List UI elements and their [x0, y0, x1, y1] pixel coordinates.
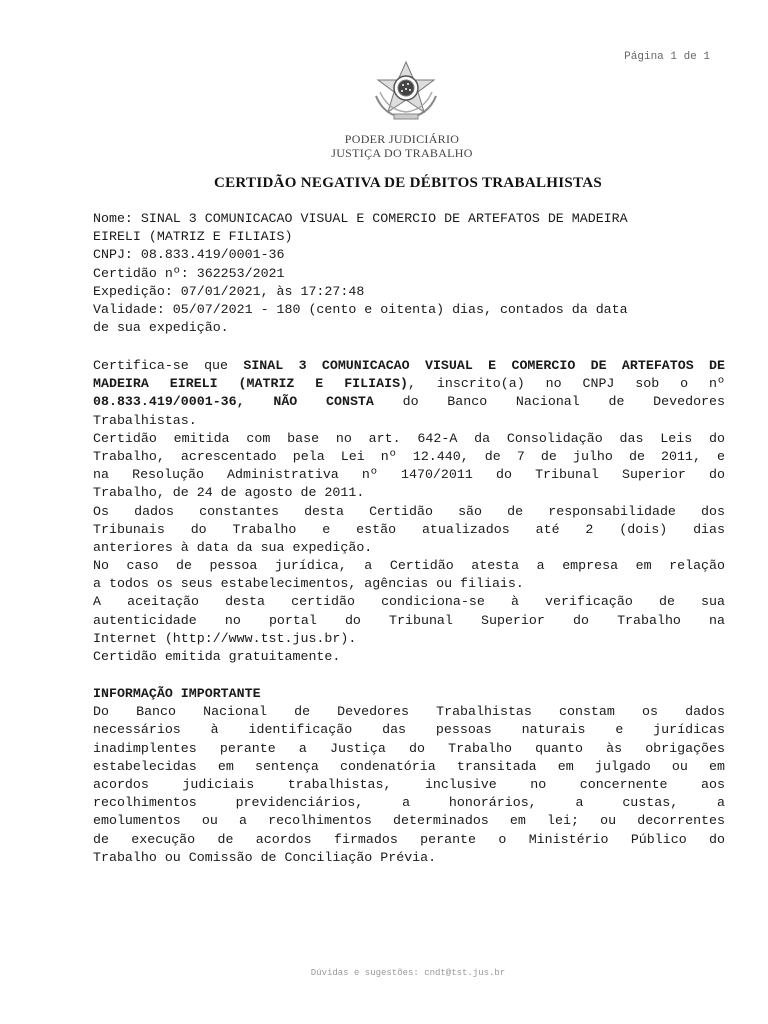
certifica-prefix: Certifica-se que	[93, 358, 244, 373]
legal-basis-line: Trabalho, de 24 de agosto de 2011.	[93, 485, 365, 501]
footer-contact: Dúvidas e sugestões: cndt@tst.jus.br	[310, 968, 506, 978]
legal-entity-line: No caso de pessoa jurídica, a Certidão atesta a empresa em relação	[93, 558, 725, 574]
expedition-date: Expedição: 07/01/2021, às 17:27:48	[93, 283, 365, 299]
validity-line-1: Validade: 05/07/2021 - 180 (cento e oitenta) dias, contados da data	[93, 301, 628, 317]
acceptance-line: A aceitação desta certidão condiciona-se à verificação de sua	[93, 594, 725, 610]
info-line: Trabalho ou Comissão de Conciliação Prévia.	[93, 849, 437, 865]
name-line-2: EIRELI (MATRIZ E FILIAIS)	[93, 229, 293, 245]
info-line: necessários à identificação das pessoas naturais e jurídicas	[93, 722, 725, 738]
company-name-bold: SINAL 3 COMUNICACAO VISUAL E COMERCIO DE ARTEFATOS DE	[243, 358, 725, 373]
acceptance-line: Internet (http://www.tst.jus.br).	[93, 630, 357, 646]
header-line2: JUSTIÇA DO TRABALHO	[331, 146, 473, 160]
acceptance-line: autenticidade no portal do Tribunal Superior do Trabalho na	[93, 612, 725, 628]
info-line: recolhimentos previdenciários, a honorários, a custas, a	[93, 795, 725, 811]
data-responsibility-line: anteriores à data da sua expedição.	[93, 539, 373, 555]
court-header	[0, 132, 768, 160]
certifica-line-3	[93, 393, 725, 411]
name-line-1: Nome: SINAL 3 COMUNICACAO VISUAL E COMERCIO DE ARTEFATOS DE MADEIRA	[93, 211, 628, 226]
certificate-details	[93, 210, 725, 337]
cnpj-line: CNPJ: 08.833.419/0001-36	[93, 247, 285, 263]
certification-text	[93, 357, 725, 666]
legal-basis-line: Trabalho, acrescentado pela Lei nº 12.440, de 7 de julho de 2011, e	[93, 448, 725, 464]
certidao-number: Certidão nº: 362253/2021	[93, 265, 285, 281]
info-line: de execução de acordos firmados perante o Ministério Público do	[93, 831, 725, 847]
certifica-line-1	[93, 357, 725, 375]
info-line: emolumentos ou a recolhimentos determinados em lei; ou decorrentes	[93, 813, 725, 829]
info-line: acordos judiciais trabalhistas, inclusive no concernente aos	[93, 776, 725, 792]
info-line: Do Banco Nacional de Devedores Trabalhistas constam os dados	[93, 704, 725, 720]
certifica-line-2	[93, 375, 725, 393]
cnpj-intro: , inscrito(a) no CNPJ sob o nº	[408, 376, 725, 392]
header-line1: PODER JUDICIÁRIO	[344, 132, 460, 146]
legal-basis-line: Certidão emitida com base no art. 642-A da Consolidação das Leis do	[93, 430, 725, 446]
legal-basis-line: na Resolução Administrativa nº 1470/2011 do Tribunal Superior do	[93, 467, 725, 483]
validity-line-2: de sua expedição.	[93, 320, 229, 336]
company-name-bold-2: MADEIRA EIRELI (MATRIZ E FILIAIS)	[93, 376, 409, 392]
document-title: CERTIDÃO NEGATIVA DE DÉBITOS TRABALHISTAS	[213, 175, 602, 191]
legal-entity-line: a todos os seus estabelecimentos, agências ou filiais.	[93, 576, 524, 592]
info-heading: INFORMAÇÃO IMPORTANTE	[93, 686, 261, 701]
info-line: inadimplentes perante a Justiça do Trabalho quanto às obrigações	[93, 740, 725, 756]
nao-consta-bold: 08.833.419/0001-36, NÃO CONSTA	[93, 394, 374, 410]
banco-text: do Banco Nacional de Devedores	[373, 394, 725, 410]
free-issue-line: Certidão emitida gratuitamente.	[93, 649, 341, 664]
info-line: estabelecidas em sentença condenatória transitada em julgado ou em	[93, 758, 725, 774]
page-number: Página 1 de 1	[624, 51, 710, 63]
coat-of-arms-icon	[370, 60, 442, 122]
data-responsibility-line: Tribunais do Trabalho e estão atualizados até 2 (dois) dias	[93, 521, 725, 537]
data-responsibility-line: Os dados constantes desta Certidão são de responsabilidade dos	[93, 503, 725, 519]
certifica-line-4: Trabalhistas.	[93, 412, 197, 428]
important-information	[93, 685, 725, 867]
